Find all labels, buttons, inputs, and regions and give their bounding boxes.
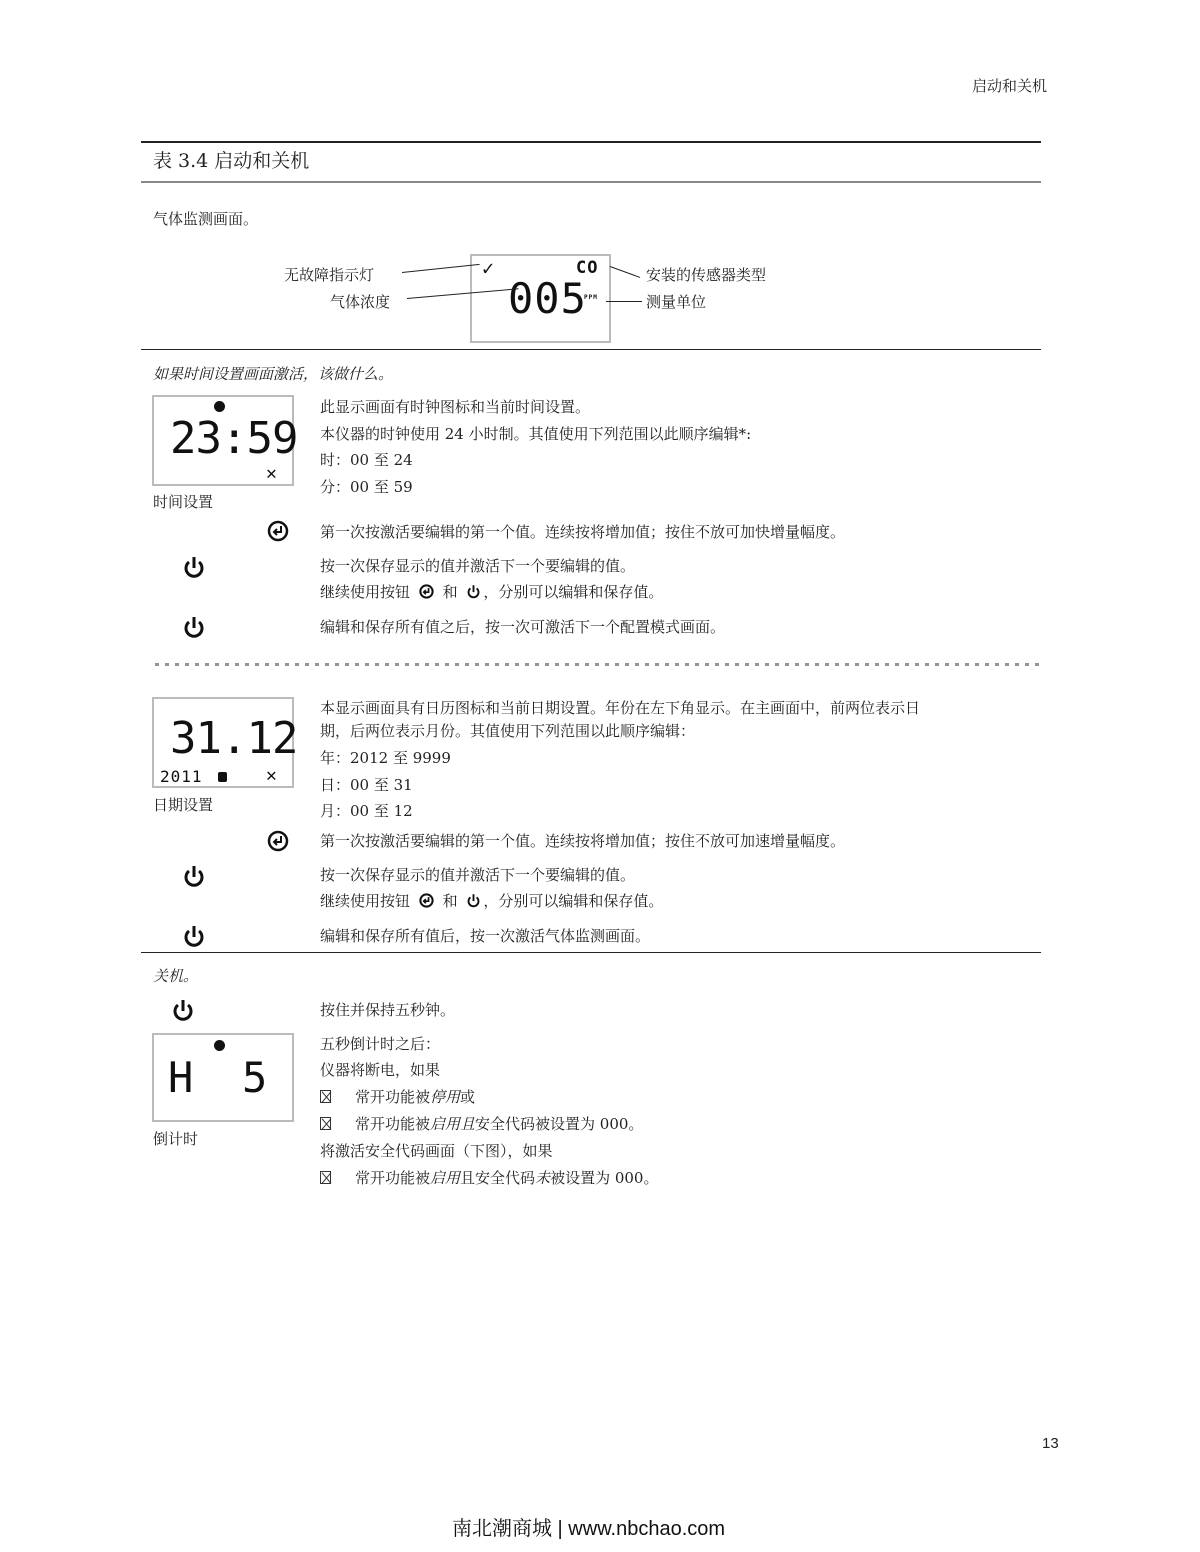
hold-instruction: 按住并保持五秒钟。: [320, 1001, 456, 1019]
gas-concentration: 005: [508, 274, 587, 323]
running-title: 启动和关机: [972, 77, 1048, 95]
watermark: 南北潮商城 | www.nbchao.com: [452, 1518, 726, 1540]
bullet-text: 常开功能被: [355, 1115, 431, 1133]
callout-line: [610, 266, 640, 278]
bullet-emphasis: 未: [535, 1169, 551, 1187]
clock-icon: [214, 1040, 225, 1051]
callout-line: [402, 264, 480, 273]
enter-button-icon: [267, 830, 289, 852]
date-range-day: 日：00 至 31: [320, 776, 413, 794]
callout-unit: 测量单位: [646, 293, 707, 311]
callout-concentration: 气体浓度: [330, 293, 391, 311]
date-range-year: 年：2012 至 9999: [320, 749, 451, 767]
page-number: 13: [1042, 1435, 1059, 1452]
bullet-emphasis: 启用且: [430, 1115, 476, 1133]
time-desc-line: 此显示画面有时钟图标和当前时间设置。: [320, 398, 591, 416]
power-off-if: 仪器将断电，如果: [320, 1061, 441, 1079]
wrench-icon: ✕: [266, 765, 278, 786]
countdown-seconds: 5: [242, 1053, 269, 1102]
bullet-text: 安全代码被设置为 000。: [475, 1115, 644, 1133]
callout-sensor-type: 安装的传感器类型: [646, 266, 767, 284]
bullet-item: [320, 1114, 643, 1134]
continue-post: ，分别可以编辑和保存值。: [483, 892, 664, 910]
time-setting-heading: 如果时间设置画面激活，该做什么。: [153, 365, 394, 383]
shutdown-heading: 关机。: [153, 967, 199, 985]
time-setting-lcd: [152, 395, 298, 486]
activate-if: 将激活安全代码画面（下图），如果: [320, 1142, 553, 1160]
step-text: 按一次保存显示的值并激活下一个要编辑的值。: [320, 866, 636, 884]
table-caption: 表 3.4 启动和关机: [153, 150, 310, 172]
sensor-type: CO: [576, 258, 599, 278]
time-range-minute: 分：00 至 59: [320, 478, 413, 496]
step-text-continue: [320, 582, 663, 602]
bullet-text: 常开功能被: [355, 1169, 431, 1187]
enter-button-icon: [267, 520, 289, 542]
step-text: 编辑和保存所有值后，按一次激活气体监测画面。: [320, 927, 651, 945]
step-text: 按一次保存显示的值并激活下一个要编辑的值。: [320, 557, 636, 575]
bullet-text: 或: [460, 1088, 476, 1106]
bullet-text: 常开功能被: [355, 1088, 431, 1106]
continue-post: ，分别可以编辑和保存值。: [483, 583, 664, 601]
power-button-icon: [466, 893, 481, 908]
bullet-item: [320, 1087, 475, 1107]
date-desc-line: 期，后两位表示月份。其值使用下列范围以此顺序编辑：: [320, 722, 696, 740]
step-text: 第一次按激活要编辑的第一个值。连续按将增加值；按住不放可加速增量幅度。: [320, 832, 846, 850]
continue-and: 和: [442, 583, 458, 601]
power-button-icon: [183, 924, 205, 948]
clock-icon: [214, 401, 225, 412]
callout-fault-free: 无故障指示灯: [284, 266, 375, 284]
step-text: 编辑和保存所有值之后，按一次可激活下一个配置模式画面。: [320, 618, 726, 636]
unit-ppm: PPM: [584, 294, 598, 301]
checkbox-bullet-icon: [320, 1117, 331, 1130]
no-fault-check-icon: ✓: [482, 256, 496, 280]
checkbox-bullet-icon: [320, 1090, 331, 1103]
after-countdown: 五秒倒计时之后：: [320, 1035, 441, 1053]
power-button-icon: [183, 555, 205, 579]
countdown-caption: 倒计时: [153, 1130, 199, 1148]
dotted-divider: [155, 663, 1043, 666]
caption-top-rule: [141, 141, 1041, 143]
gas-monitor-lcd: [470, 254, 611, 343]
gas-monitor-heading: 气体监测画面。: [153, 210, 259, 228]
date-value: 31.12: [170, 713, 298, 764]
date-setting-lcd: [152, 697, 298, 788]
time-range-hour: 时：00 至 24: [320, 451, 413, 469]
bullet-emphasis: 启用: [430, 1169, 461, 1187]
power-button-icon: [183, 615, 205, 639]
bullet-emphasis: 停用: [430, 1088, 461, 1106]
checkbox-bullet-icon: [320, 1171, 331, 1184]
enter-button-icon: [419, 584, 434, 599]
power-button-icon: [172, 998, 194, 1022]
calendar-icon: [218, 772, 227, 782]
step-text: 第一次按激活要编辑的第一个值。连续按将增加值；按住不放可加快增量幅度。: [320, 523, 846, 541]
power-button-icon: [183, 864, 205, 888]
date-desc-line: 本显示画面具有日历图标和当前日期设置。年份在左下角显示。在主画面中，前两位表示日: [320, 699, 921, 717]
bullet-text: 被设置为 000。: [550, 1169, 659, 1187]
enter-button-icon: [419, 893, 434, 908]
continue-and: 和: [442, 892, 458, 910]
callout-line: [606, 301, 642, 302]
section-rule: [141, 349, 1041, 350]
countdown-left: H: [168, 1053, 195, 1102]
power-button-icon: [466, 584, 481, 599]
date-setting-caption: 日期设置: [153, 796, 214, 814]
continue-pre: 继续使用按钮: [320, 583, 411, 601]
time-desc-line: 本仪器的时钟使用 24 小时制。其值使用下列范围以此顺序编辑*:: [320, 425, 752, 443]
time-value: 23:59: [170, 413, 298, 464]
bullet-text: 且安全代码: [460, 1169, 536, 1187]
wrench-icon: ✕: [266, 463, 278, 484]
caption-bottom-rule: [141, 181, 1041, 183]
date-range-month: 月：00 至 12: [320, 802, 413, 820]
year-value: 2011: [160, 767, 203, 786]
time-setting-caption: 时间设置: [153, 493, 214, 511]
countdown-lcd: [152, 1033, 294, 1122]
bullet-item: [320, 1168, 658, 1188]
step-text-continue: [320, 891, 663, 911]
section-rule: [141, 952, 1041, 953]
continue-pre: 继续使用按钮: [320, 892, 411, 910]
